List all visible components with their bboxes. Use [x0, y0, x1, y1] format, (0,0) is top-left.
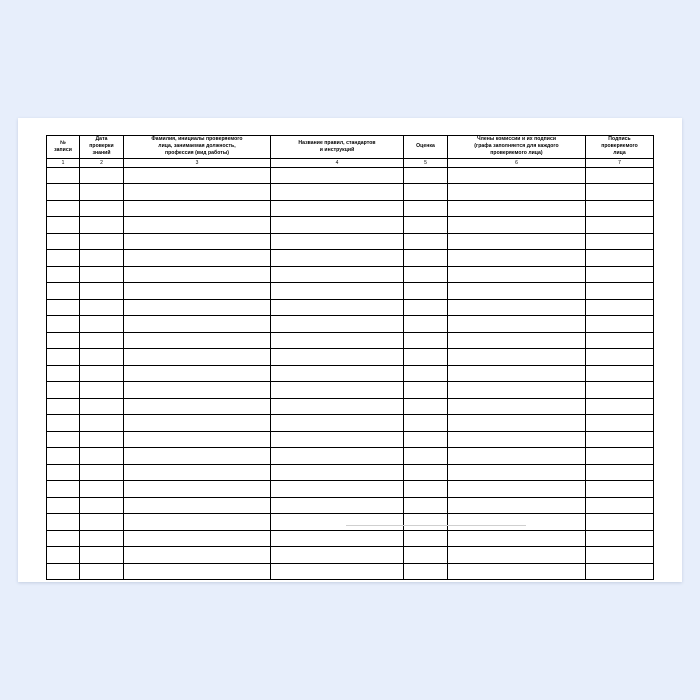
table-cell[interactable] — [586, 448, 654, 465]
table-cell[interactable] — [404, 167, 448, 184]
table-cell[interactable] — [404, 415, 448, 432]
table-header — [47, 136, 654, 168]
table-row — [47, 448, 654, 465]
table-cell[interactable] — [586, 398, 654, 415]
table-cell[interactable] — [47, 415, 80, 432]
table-cell[interactable] — [47, 481, 80, 498]
table-cell[interactable] — [586, 266, 654, 283]
table-row — [47, 200, 654, 217]
table-row — [47, 217, 654, 234]
table-cell[interactable] — [124, 332, 271, 349]
column-header-4: Название правил, стандартов и инструкций — [271, 136, 404, 159]
table-cell[interactable] — [586, 365, 654, 382]
table-cell[interactable] — [448, 514, 586, 531]
table-cell[interactable] — [124, 250, 271, 267]
table-cell[interactable] — [124, 464, 271, 481]
table-cell[interactable] — [586, 332, 654, 349]
table-cell[interactable] — [404, 382, 448, 399]
table-cell[interactable] — [80, 200, 124, 217]
table-body — [47, 167, 654, 580]
table-cell[interactable] — [124, 167, 271, 184]
table-cell[interactable] — [404, 316, 448, 333]
table-row — [47, 398, 654, 415]
table-row — [47, 530, 654, 547]
table-cell[interactable] — [80, 283, 124, 300]
table-cell[interactable] — [271, 184, 404, 201]
table-cell[interactable] — [586, 167, 654, 184]
table-cell[interactable] — [80, 464, 124, 481]
table-cell[interactable] — [124, 217, 271, 234]
table-cell[interactable] — [271, 266, 404, 283]
table-cell[interactable] — [80, 497, 124, 514]
table-cell[interactable] — [404, 547, 448, 564]
table-cell[interactable] — [124, 415, 271, 432]
column-header-5: Оценка — [404, 136, 448, 159]
table-row — [47, 283, 654, 300]
table-cell[interactable] — [271, 415, 404, 432]
table-cell[interactable] — [271, 398, 404, 415]
table-row — [47, 563, 654, 580]
table-cell[interactable] — [47, 233, 80, 250]
table-cell[interactable] — [80, 184, 124, 201]
table-cell[interactable] — [448, 398, 586, 415]
table-cell[interactable] — [124, 547, 271, 564]
table-cell[interactable] — [124, 530, 271, 547]
table-cell[interactable] — [448, 497, 586, 514]
table-cell[interactable] — [448, 365, 586, 382]
table-cell[interactable] — [271, 233, 404, 250]
table-cell[interactable] — [404, 200, 448, 217]
table-cell[interactable] — [47, 316, 80, 333]
table-cell[interactable] — [271, 250, 404, 267]
table-cell[interactable] — [448, 349, 586, 366]
table-row — [47, 316, 654, 333]
table-cell[interactable] — [586, 530, 654, 547]
table-cell[interactable] — [124, 200, 271, 217]
table-cell[interactable] — [80, 365, 124, 382]
table-cell[interactable] — [448, 217, 586, 234]
column-header-2: Дата проверки знаний — [80, 136, 124, 159]
table-cell[interactable] — [448, 200, 586, 217]
column-header-1: № записи — [47, 136, 80, 159]
table-row — [47, 266, 654, 283]
table-row — [47, 415, 654, 432]
table-cell[interactable] — [586, 250, 654, 267]
table-cell[interactable] — [448, 448, 586, 465]
column-number-5: 5 — [404, 158, 448, 167]
table-cell[interactable] — [271, 365, 404, 382]
table-cell[interactable] — [271, 547, 404, 564]
table-cell[interactable] — [586, 316, 654, 333]
table-cell[interactable] — [47, 448, 80, 465]
table-cell[interactable] — [271, 382, 404, 399]
table-cell[interactable] — [404, 233, 448, 250]
table-cell[interactable] — [47, 547, 80, 564]
table-cell[interactable] — [448, 299, 586, 316]
table-cell[interactable] — [271, 431, 404, 448]
table-cell[interactable] — [271, 448, 404, 465]
table-cell[interactable] — [124, 299, 271, 316]
table-cell[interactable] — [448, 481, 586, 498]
table-row — [47, 332, 654, 349]
table-cell[interactable] — [586, 200, 654, 217]
journal-table-wrapper — [46, 135, 653, 565]
table-cell[interactable] — [586, 184, 654, 201]
column-number-1: 1 — [47, 158, 80, 167]
table-cell[interactable] — [80, 448, 124, 465]
table-cell[interactable] — [448, 547, 586, 564]
table-row — [47, 382, 654, 399]
table-cell[interactable] — [448, 464, 586, 481]
table-cell[interactable] — [47, 431, 80, 448]
table-cell[interactable] — [80, 316, 124, 333]
table-row — [47, 464, 654, 481]
column-number-row — [47, 158, 654, 167]
table-row — [47, 167, 654, 184]
table-row — [47, 184, 654, 201]
table-cell[interactable] — [47, 283, 80, 300]
table-cell[interactable] — [80, 481, 124, 498]
table-cell[interactable] — [124, 514, 271, 531]
table-cell[interactable] — [448, 563, 586, 580]
table-cell[interactable] — [586, 233, 654, 250]
column-header-7: Подпись проверяемого лица — [586, 136, 654, 159]
table-cell[interactable] — [80, 398, 124, 415]
table-cell[interactable] — [80, 415, 124, 432]
table-cell[interactable] — [448, 431, 586, 448]
table-cell[interactable] — [404, 563, 448, 580]
table-cell[interactable] — [271, 514, 404, 531]
table-cell[interactable] — [586, 481, 654, 498]
table-cell[interactable] — [47, 530, 80, 547]
table-cell[interactable] — [448, 250, 586, 267]
table-cell[interactable] — [271, 332, 404, 349]
table-row — [47, 250, 654, 267]
table-cell[interactable] — [448, 167, 586, 184]
table-cell[interactable] — [586, 217, 654, 234]
table-cell[interactable] — [47, 184, 80, 201]
table-cell[interactable] — [271, 497, 404, 514]
table-cell[interactable] — [586, 563, 654, 580]
table-cell[interactable] — [404, 431, 448, 448]
table-cell[interactable] — [80, 217, 124, 234]
table-cell[interactable] — [271, 217, 404, 234]
column-number-3: 3 — [124, 158, 271, 167]
table-cell[interactable] — [404, 448, 448, 465]
table-cell[interactable] — [271, 316, 404, 333]
table-row — [47, 514, 654, 531]
table-cell[interactable] — [404, 514, 448, 531]
table-row — [47, 497, 654, 514]
table-cell[interactable] — [124, 497, 271, 514]
table-cell[interactable] — [124, 563, 271, 580]
table-cell[interactable] — [47, 266, 80, 283]
table-cell[interactable] — [124, 431, 271, 448]
table-cell[interactable] — [80, 431, 124, 448]
table-cell[interactable] — [404, 217, 448, 234]
table-cell[interactable] — [124, 316, 271, 333]
column-number-7: 7 — [586, 158, 654, 167]
column-number-4: 4 — [271, 158, 404, 167]
table-cell[interactable] — [47, 497, 80, 514]
table-cell[interactable] — [47, 250, 80, 267]
table-row — [47, 365, 654, 382]
faint-guide-line — [346, 525, 526, 526]
table-cell[interactable] — [404, 398, 448, 415]
table-cell[interactable] — [586, 514, 654, 531]
table-cell[interactable] — [404, 530, 448, 547]
table-cell[interactable] — [124, 448, 271, 465]
table-cell[interactable] — [271, 200, 404, 217]
journal-table — [46, 135, 654, 580]
table-cell[interactable] — [586, 382, 654, 399]
table-cell[interactable] — [448, 283, 586, 300]
table-cell[interactable] — [271, 530, 404, 547]
table-cell[interactable] — [124, 382, 271, 399]
table-cell[interactable] — [80, 349, 124, 366]
table-cell[interactable] — [271, 481, 404, 498]
table-cell[interactable] — [47, 217, 80, 234]
table-cell[interactable] — [47, 332, 80, 349]
table-cell[interactable] — [404, 250, 448, 267]
document-paper — [18, 118, 682, 582]
table-cell[interactable] — [124, 233, 271, 250]
table-cell[interactable] — [586, 431, 654, 448]
table-cell[interactable] — [80, 167, 124, 184]
table-cell[interactable] — [404, 283, 448, 300]
table-cell[interactable] — [124, 283, 271, 300]
table-cell[interactable] — [271, 349, 404, 366]
table-cell[interactable] — [124, 184, 271, 201]
table-cell[interactable] — [271, 299, 404, 316]
table-cell[interactable] — [448, 184, 586, 201]
table-cell[interactable] — [47, 349, 80, 366]
table-cell[interactable] — [404, 266, 448, 283]
table-row — [47, 547, 654, 564]
table-cell[interactable] — [124, 398, 271, 415]
table-cell[interactable] — [586, 464, 654, 481]
table-cell[interactable] — [448, 316, 586, 333]
table-cell[interactable] — [404, 332, 448, 349]
table-cell[interactable] — [404, 481, 448, 498]
table-cell[interactable] — [448, 530, 586, 547]
table-cell[interactable] — [47, 382, 80, 399]
table-cell[interactable] — [47, 299, 80, 316]
table-row — [47, 299, 654, 316]
table-cell[interactable] — [586, 415, 654, 432]
table-cell[interactable] — [124, 481, 271, 498]
table-cell[interactable] — [47, 563, 80, 580]
table-cell[interactable] — [586, 547, 654, 564]
table-cell[interactable] — [448, 266, 586, 283]
column-number-6: 6 — [448, 158, 586, 167]
table-cell[interactable] — [47, 464, 80, 481]
table-cell[interactable] — [448, 233, 586, 250]
table-cell[interactable] — [124, 266, 271, 283]
table-cell[interactable] — [124, 365, 271, 382]
table-cell[interactable] — [271, 283, 404, 300]
table-cell[interactable] — [80, 266, 124, 283]
table-cell[interactable] — [404, 349, 448, 366]
table-cell[interactable] — [80, 382, 124, 399]
table-cell[interactable] — [404, 299, 448, 316]
table-cell[interactable] — [271, 464, 404, 481]
table-row — [47, 431, 654, 448]
table-cell[interactable] — [47, 398, 80, 415]
table-cell[interactable] — [47, 514, 80, 531]
table-cell[interactable] — [80, 514, 124, 531]
table-cell[interactable] — [80, 547, 124, 564]
table-cell[interactable] — [47, 365, 80, 382]
table-cell[interactable] — [80, 233, 124, 250]
table-cell[interactable] — [124, 349, 271, 366]
table-cell[interactable] — [80, 530, 124, 547]
column-number-2: 2 — [80, 158, 124, 167]
table-cell[interactable] — [80, 563, 124, 580]
table-cell[interactable] — [404, 184, 448, 201]
table-cell[interactable] — [586, 497, 654, 514]
table-cell[interactable] — [47, 200, 80, 217]
table-cell[interactable] — [80, 332, 124, 349]
table-cell[interactable] — [586, 349, 654, 366]
table-cell[interactable] — [448, 415, 586, 432]
table-cell[interactable] — [80, 250, 124, 267]
table-row — [47, 233, 654, 250]
column-header-3: Фамилия, инициалы проверяемого лица, занимаемая должность, профессия (вид работы) — [124, 136, 271, 159]
table-row — [47, 481, 654, 498]
header-labels-row — [47, 136, 654, 159]
table-cell[interactable] — [404, 464, 448, 481]
table-cell[interactable] — [586, 283, 654, 300]
table-cell[interactable] — [448, 332, 586, 349]
table-cell[interactable] — [80, 299, 124, 316]
table-cell[interactable] — [404, 497, 448, 514]
table-cell[interactable] — [271, 167, 404, 184]
column-header-6: Члены комиссии и их подписи (графа заполняется для каждого проверяемого лица) — [448, 136, 586, 159]
table-row — [47, 349, 654, 366]
table-cell[interactable] — [271, 563, 404, 580]
table-cell[interactable] — [586, 299, 654, 316]
table-cell[interactable] — [47, 167, 80, 184]
table-cell[interactable] — [404, 365, 448, 382]
table-cell[interactable] — [448, 382, 586, 399]
